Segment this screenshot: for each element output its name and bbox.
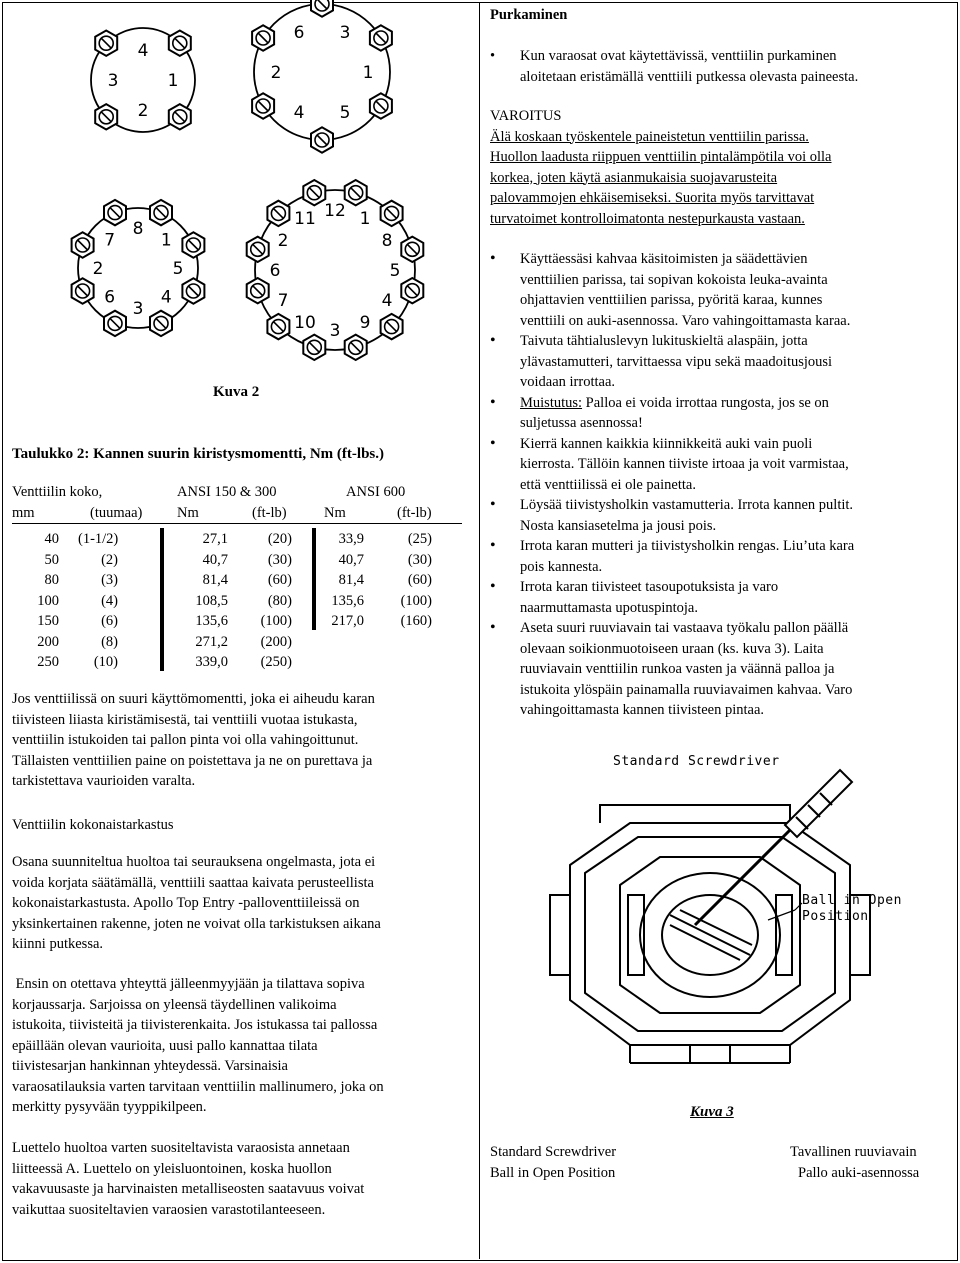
left-paragraph-2: Osana suunniteltua huoltoa tai seurauksena ongelmasta, jota ei voida korjata säätämällä, venttiili saattaa kaivata perusteellista kokonaistarkastusta. Apollo Top Entry -palloventtiileissä on yksinkertainen rakenne, joten ne voivat olla tarkistuksen aikana kiinni putkessa. [12,854,381,952]
warning-title: VAROITUS [490,108,562,124]
bolt-icon [370,25,392,50]
table-cell: 135,6 [331,592,364,609]
table-row [12,531,462,552]
bolt-icon [182,232,204,257]
table-cell: 250 [37,654,59,670]
table-cell: (4) [101,592,118,609]
table-cell: (60) [267,572,292,588]
table-cell: (200) [260,633,292,650]
figure2-caption: Kuva 2 [213,384,260,400]
table-cell: (100) [400,592,432,609]
table-cell: (100) [260,613,292,629]
list-item: • Taivuta tähtialuslevyn lukituskieltä alaspäin, jotta ylävastamutteri, tarvittaessa vipu sekä maadoitusjousi voidaan irrottaa. [490,331,942,393]
bolt-icon [401,278,423,303]
header-ansi150: ANSI 150 & 300 [177,484,277,500]
figure-label-screwdriver: Standard Screwdriver [613,754,780,769]
table-cell: 50 [44,551,59,568]
table-vline-2 [312,528,316,630]
bolt-icon [252,25,274,50]
torque-table [12,484,462,675]
bolt-number-label: 4 [381,291,393,311]
list-item: • Irrota karan mutteri ja tiivistysholkin rengas. Liu’uta kara pois kannesta. [490,536,942,577]
subheader-nm: Nm [177,504,199,521]
header-ansi600: ANSI 600 [346,484,406,500]
bolt-number-label: 8 [381,231,393,251]
bolt-number-label: 2 [270,63,282,83]
bolt-number-label: 5 [339,102,351,123]
glossary-en-2: Ball in Open Position [490,1165,616,1181]
subheader-inch: (tuumaa) [90,504,143,521]
bolt-number-label: 5 [389,261,401,281]
table-row [12,552,462,573]
table-row [12,634,462,655]
table-row [12,593,462,614]
bolt-number-label: 7 [277,291,289,311]
table-cell: 100 [37,592,59,609]
subheader-nm-600: Nm [324,504,346,521]
bolt-icon [381,314,403,339]
intro-item: • Kun varaosat ovat käytettävissä, venttiilin purkaminen aloitetaan eristämällä venttiili putkessa olevasta paineesta. [490,48,859,85]
bolt-number-label: 4 [293,102,305,123]
bolt-number-label: 2 [277,231,289,251]
table-cell: (25) [407,531,432,547]
bolt-icon [104,311,126,336]
bolt-icon [303,335,325,360]
table-vline-1 [160,528,164,671]
bolt-icon [303,180,325,205]
list-item: • Löysää tiivistysholkin vastamutteria. Irrota kannen pultit. Nosta kansiasetelma ja jousi pois. [490,495,942,536]
bolt-number-label: 12 [324,201,346,221]
table-cell: 81,4 [202,572,228,588]
subheader-ftlb-600: (ft-lb) [397,504,432,521]
glossary-fi-1: Tavallinen ruuviavain [790,1144,917,1160]
left-paragraph-3: Ensin on otettava yhteyttä jälleenmyyjään ja tilattava sopiva korjaussarja. Sarjoissa on yleensä täydellinen valikoima istukoita, tiivisteitä ja tiivisterenkaita. Jos istukassa tai pallossa epäillään olevan vaurioita, uusi pallo kannattaa tilata tiivistesarjan hankinnan yhteydessä. Varsinaisia varaosatilauksia varten tarvitaan venttiilin mallinumero, joka on merkitty pysyvään tyyppikilpeen. [12,976,384,1115]
table-cell: 150 [37,613,59,629]
bolt-number-label: 3 [329,321,341,341]
table-row [12,613,462,634]
bolt-number-label: 11 [294,209,316,229]
table-cell: 200 [37,633,59,650]
bolt-number-label: 6 [104,287,116,308]
table-cell: (20) [267,531,292,547]
table-cell: 108,5 [195,592,228,609]
bolt-icon [169,104,191,129]
bolt-icon [345,180,367,205]
bolt-pattern-figure [60,0,470,380]
bolt-icon [150,311,172,336]
table-cell: (2) [101,551,118,568]
bolt-icon [311,0,333,17]
bolt-number-label: 10 [294,313,316,333]
table-cell: (30) [267,551,292,568]
warning-block: VAROITUS Älä koskaan työskentele paineistetun venttiilin parissa. Huollon laadusta riippuen venttiilin pintalämpötila voi olla korkea, joten käytä asianmukaisia suojavarusteita palovammojen ehkäisemiseksi. Suorita myös tarvittavat turvatoimet kontrolloimatonta nestepurkausta vastaan. [490,106,950,229]
subheader-mm: mm [12,504,35,521]
valve-screwdriver-figure [540,745,940,1105]
table-cell: 33,9 [338,531,364,547]
bolt-number-label: 2 [92,259,104,279]
table-cell: (6) [101,613,118,629]
bolt-icon [401,237,423,262]
table-title: Taulukko 2: Kannen suurin kiristysmomentti, Nm (ft-lbs.) [12,446,385,462]
table-cell: 27,1 [202,531,228,547]
table-cell: (3) [101,572,118,588]
bolt-icon [311,127,333,152]
table-cell: 80 [44,572,59,588]
bolt-number-label: 6 [269,261,281,281]
bolt-number-label: 8 [132,219,144,239]
bolt-number-label: 9 [359,313,371,333]
table-cell: 81,4 [338,572,364,588]
bolt-icon [72,278,94,303]
table-cell: 271,2 [195,633,228,650]
table-cell: (30) [407,551,432,568]
table-cell: 40 [44,531,59,547]
table-cell: 40,7 [338,551,364,568]
bolt-icon [345,335,367,360]
left-heading: Venttiilin kokonaistarkastus [12,817,174,833]
glossary-fi-2: Pallo auki-asennossa [798,1165,920,1181]
disassembly-steps [490,249,942,721]
bolt-number-label: 6 [293,23,305,44]
table-cell: 40,7 [202,551,228,568]
table-cell: (80) [267,592,292,609]
table-row [12,654,462,675]
table-header-row [12,484,462,505]
bolt-icon [182,278,204,303]
bolt-number-label: 3 [339,23,351,44]
bolt-icon [95,31,117,56]
bolt-icon [267,314,289,339]
list-item: • Käyttäessäsi kahvaa käsitoimisten ja säädettävien venttiilien parissa, tai sopivan kokoista leuka-avainta ohjattavien venttiilien parissa, pyöritä karaa, kunnes venttiili on auki-asennossa. Varo vahingoittamasta karaa. [490,249,942,331]
bolt-number-label: 7 [104,230,116,251]
bolt-icon [247,237,269,262]
table-cell: (8) [101,633,118,650]
list-item: • Irrota karan tiivisteet tasoupotuksista ja varo naarmuttamasta upotuspintoja. [490,577,942,618]
table-cell: 339,0 [195,654,228,670]
subheader-ftlb: (ft-lb) [252,504,287,521]
column-divider [479,2,480,1259]
list-item: • Kierrä kannen kaikkia kiinnikkeitä auki vain puoli kierrosta. Tällöin kannen tiiviste irtoaa ja voit varmistaa, että venttiilissä ei ole painetta. [490,434,942,496]
table-cell: (10) [93,654,118,670]
table-cell: (250) [260,654,292,670]
bolt-icon [95,104,117,129]
bolt-number-label: 1 [167,71,179,91]
bolt-icon [169,31,191,56]
list-item: • Aseta suuri ruuviavain tai vastaava työkalu pallon päällä olevaan soikionmuotoiseen uraan (ks. kuva 3). Laita ruuviavain venttiilin runkoa vasten ja väännä palloa ja istukoita ylöspäin painamalla ruuviavaimen kahvaa. Varo vahingoittamasta kannen tiivisteen pintaa. [490,618,942,721]
table-subheader-row [12,505,462,526]
bolt-icon [381,201,403,226]
bolt-icon [247,278,269,303]
header-size: Venttiilin koko, [12,484,103,500]
bolt-icon [267,201,289,226]
bolt-number-label: 4 [137,41,149,61]
bullet-icon: • [490,48,496,64]
bolt-number-label: 1 [362,63,374,83]
bolt-icon [72,232,94,257]
bolt-icon [150,200,172,225]
table-cell: (60) [407,572,432,588]
bolt-number-label: 5 [172,259,184,279]
bolt-number-label: 3 [107,71,119,91]
bolt-icon [252,93,274,118]
bolt-number-label: 2 [137,101,149,121]
figure3-caption: Kuva 3 [690,1104,734,1120]
right-heading: Purkaminen [490,7,568,23]
figure-label-ball: Ball in Open Position [802,893,902,924]
table-cell: (1-1/2) [78,531,119,547]
left-paragraph-1: Jos venttiilissä on suuri käyttömomentti, joka ei aiheudu karan tiivisteen liiasta kiristämisestä, tai venttiili vuotaa istukasta, venttiilin istukoiden tai pallon pinta voi olla vahingoittunut. Tällaisten venttiilien paine on poistettava ja ne on purettava ja tarkistettava vaurioiden varalta. [12,691,375,789]
list-item: • Muistutus: Palloa ei voida irrottaa rungosta, jos se on suljetussa asennossa! [490,393,942,434]
table-cell: 217,0 [331,613,364,629]
table-header-rule [12,523,462,524]
bolt-number-label: 1 [160,230,172,251]
left-paragraph-4: Luettelo huoltoa varten suositeltavista varaosista annetaan liitteessä A. Luettelo on yleisluontoinen, koska huollon vakavuusaste ja harvinaisten metalliseosten saatavuus voivat vaikuttaa suositeltavien varaosien varastotilanteeseen. [12,1140,365,1218]
bolt-number-label: 3 [132,299,144,319]
table-cell: (160) [400,613,432,629]
table-cell: 135,6 [195,613,228,629]
bolt-icon [370,93,392,118]
table-row [12,572,462,593]
bolt-number-label: 1 [359,209,371,229]
bolt-number-label: 4 [160,287,172,308]
bolt-icon [104,200,126,225]
glossary-en-1: Standard Screwdriver [490,1144,617,1160]
